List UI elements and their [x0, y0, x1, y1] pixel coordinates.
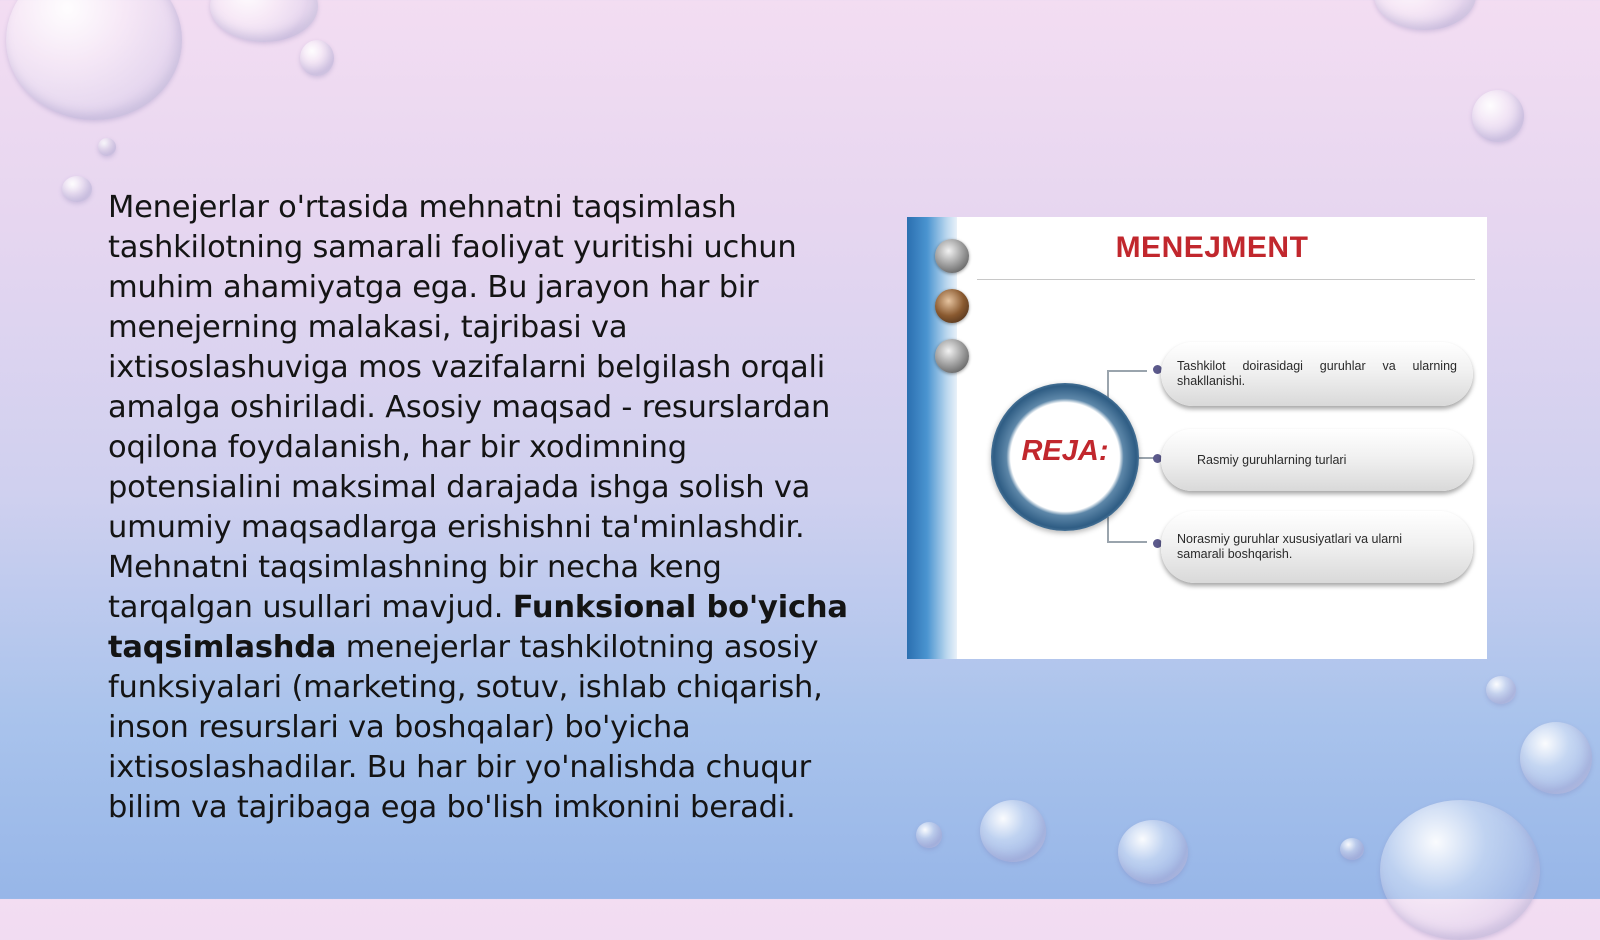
plan-item-2 — [1161, 429, 1473, 491]
plan-item-1 — [1161, 342, 1473, 406]
person-photo-icon — [935, 289, 969, 323]
reja-circle — [991, 383, 1139, 531]
plan-item-1-text: Tashkilot doirasidagi guruhlar va ularning shakllanishi. — [1177, 359, 1457, 388]
plan-item-3 — [1161, 511, 1473, 583]
connector-line — [1107, 370, 1109, 398]
paragraph-2-start: Mehnatni taqsimlashning bir necha keng tarqalgan usullari mavjud. — [108, 550, 722, 625]
paragraph-2-bold: Funksional bo'yicha taqsimlashda — [108, 590, 848, 665]
image-title: MENEJMENT — [1115, 231, 1309, 264]
slide-body-text — [108, 188, 848, 828]
menejment-plan-image — [907, 217, 1487, 659]
paragraph-2 — [108, 548, 848, 828]
paragraph-1: Menejerlar o'rtasida mehnatni taqsimlash tashkilotning samarali faoliyat yuritishi uchun muhim ahamiyatga ega. Bu jarayon har bir menejerning malakasi, tajribasi va ixtisoslashuviga mos vazifalarni belgilash orqali amalga oshiriladi. Asosiy maqsad - resurslardan oqilona foydalanish, har bir xodimning potensialini maksimal darajada ishga solish va umumiy maqsadlarga erishishni ta'minlashdir. — [108, 190, 831, 545]
paragraph-2-end: menejerlar tashkilotning asosiy funksiyalari (marketing, sotuv, ishlab chiqarish, inson resurslari va boshqalar) bo'yicha ixtisoslashadilar. Bu har bir yo'nalishda chuqur bilim va tajribaga ega bo'lish imkonini beradi. — [108, 630, 823, 825]
reja-label: REJA: — [1021, 435, 1109, 467]
plan-item-2-text: Rasmiy guruhlarning turlari — [1197, 452, 1347, 467]
connector-line — [1107, 517, 1109, 543]
plan-item-3-text: Norasmiy guruhlar xususiyatlari va ularni samarali boshqarish. — [1177, 532, 1403, 561]
connector-line — [1107, 541, 1147, 543]
title-divider — [977, 279, 1475, 280]
image-sidebar — [907, 217, 957, 659]
connector-line — [1107, 370, 1147, 372]
team-photo-icon — [935, 339, 969, 373]
